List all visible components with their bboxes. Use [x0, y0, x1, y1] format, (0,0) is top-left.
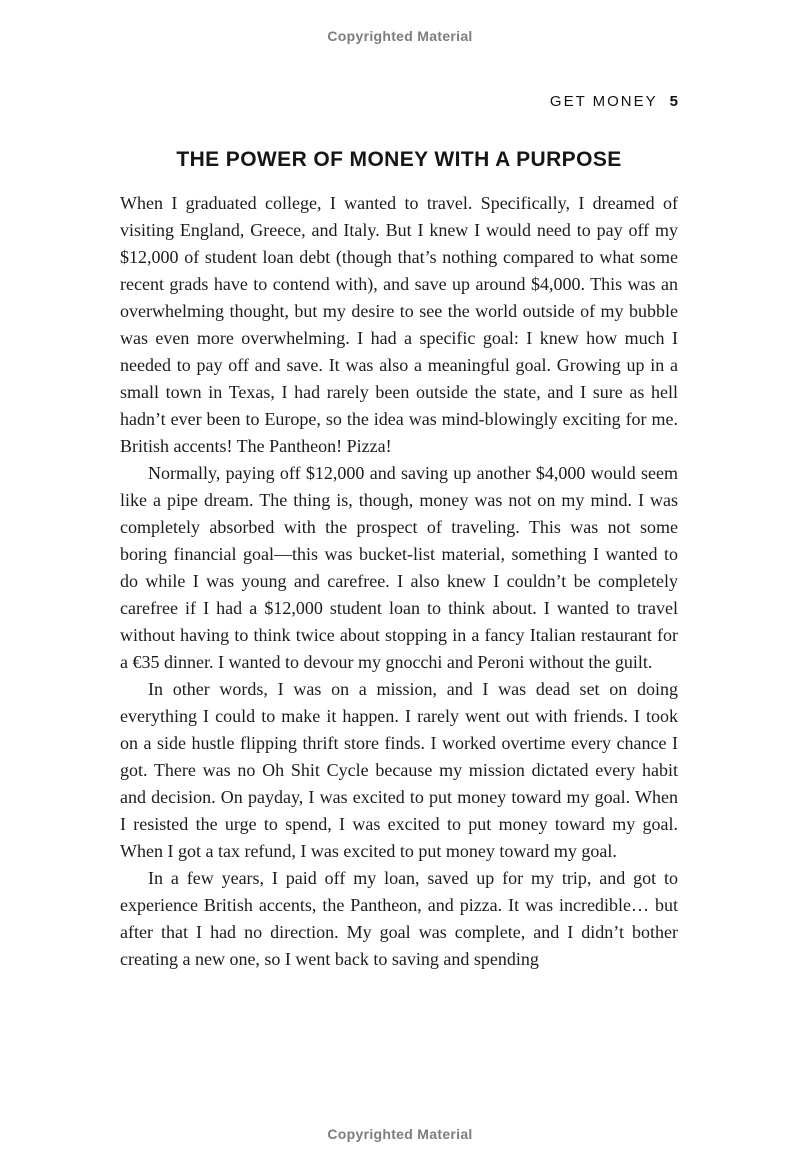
- paragraph: In other words, I was on a mission, and I was dead set on doing everything I could to make it happen. I rarely went out with friends. I took on a side hustle flipping thrift store finds. I worked overtime every chance I got. There was no Oh Shit Cycle because my mission dictated every habit and decision. On payday, I was excited to put money toward my goal. When I resisted the urge to spend, I was excited to put money toward my goal. When I got a tax refund, I was excited to put money toward my goal.: [120, 679, 678, 861]
- copyright-notice-top: Copyrighted Material: [327, 28, 473, 44]
- paragraph: When I graduated college, I wanted to travel. Specifically, I dreamed of visiting England, Greece, and Italy. But I knew I would need to pay off my $12,000 of student loan debt (though that’s nothing compared to what some recent grads have to contend with), and save up around $4,000. This was an overwhelming thought, but my desire to see the world outside of my bubble was even more overwhelming. I had a specific goal: I knew how much I needed to pay off and save. It was also a meaningful goal. Growing up in a small town in Texas, I had rarely been outside the state, and I sure as hell hadn’t ever been to Europe, so the idea was mind-blowingly exciting for me. British accents! The Pantheon! Pizza!: [120, 193, 678, 456]
- copyright-notice-bottom: Copyrighted Material: [327, 1126, 473, 1142]
- running-header-title: GET MONEY: [549, 93, 658, 110]
- section-title: THE POWER OF MONEY WITH A PURPOSE: [176, 148, 622, 171]
- running-header: [120, 93, 678, 110]
- body-text: [120, 190, 678, 973]
- paragraph: Normally, paying off $12,000 and saving up another $4,000 would seem like a pipe dream. The thing is, though, money was not on my mind. I was completely absorbed with the prospect of traveling. This was not some boring financial goal—this was bucket-list material, something I wanted to do while I was young and carefree. I also knew I couldn’t be completely carefree if I had a $12,000 student loan to think about. I wanted to travel without having to think twice about stopping in a fancy Italian restaurant for a €35 dinner. I wanted to devour my gnocchi and Peroni without the guilt.: [120, 463, 678, 672]
- page-number: 5: [669, 93, 678, 110]
- paragraph: In a few years, I paid off my loan, saved up for my trip, and got to experience British accents, the Pantheon, and pizza. It was incredible… but after that I had no direction. My goal was complete, and I didn’t bother creating a new one, so I went back to saving and spending: [120, 868, 678, 969]
